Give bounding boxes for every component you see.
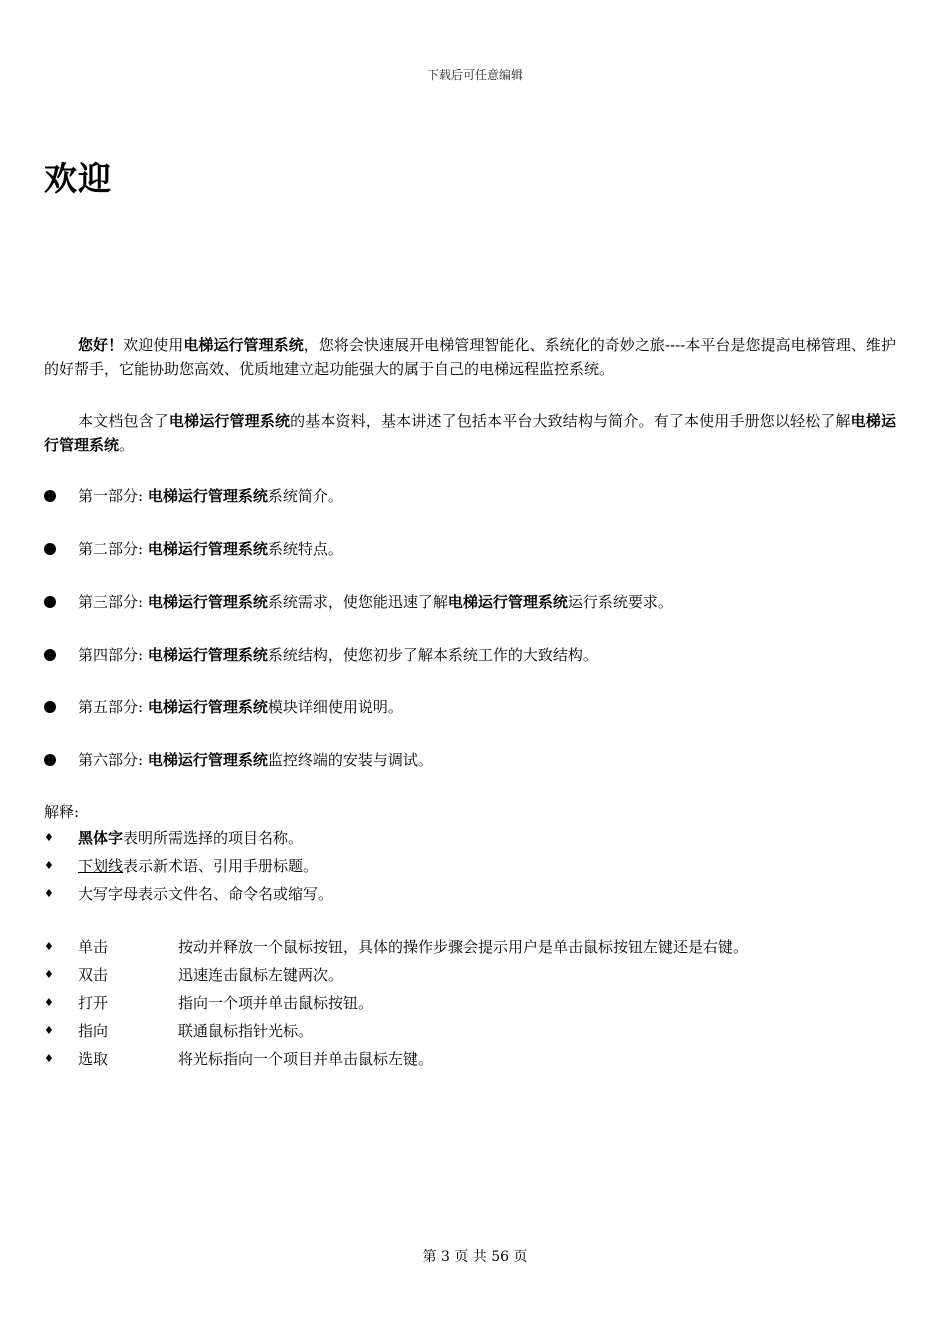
page-footer: 第 3 页 共 56 页 [422, 1249, 528, 1265]
section-label: 第三部分: [78, 593, 144, 611]
term-name: 指向 [78, 1022, 109, 1040]
term-name: 双击 [78, 966, 109, 984]
term-name: 选取 [78, 1050, 109, 1068]
term-name: 单击 [78, 938, 109, 956]
diamond-bullet-icon: ♦ [44, 1052, 54, 1065]
intro-text-1: 欢迎使用 [123, 336, 184, 354]
overview-text-3: 。 [119, 436, 135, 454]
overview-text-1: 本文档包含了 [78, 412, 169, 430]
system-name: 电梯运行管理系统 [168, 412, 291, 430]
intro-paragraph [44, 333, 896, 381]
section-desc: 系统结构，使您初步了解本系统工作的大致结构。 [267, 646, 598, 664]
system-name: 电梯运行管理系统 [147, 593, 268, 611]
bullet-dot-icon [44, 596, 56, 608]
term-desc: 按动并释放一个鼠标按钮，具体的操作步骤会提示用户是单击鼠标按钮左键还是右键。 [178, 938, 749, 956]
bullet-dot-icon [44, 754, 56, 766]
diamond-bullet-icon: ♦ [44, 996, 54, 1009]
intro-text-2: ，您将会快速展开电梯管理智能化、系统化的奇妙之旅----本平台是您提高电梯管理、维护的好帮手，它能协助您高效、优质地建立起功能强大的属于自己的电梯远程监控系统。 [44, 336, 896, 378]
bullet-dot-icon [44, 543, 56, 555]
diamond-bullet-icon: ♦ [44, 831, 54, 844]
diamond-bullet-icon: ♦ [44, 968, 54, 981]
note-term: 下划线 [78, 857, 124, 875]
diamond-bullet-icon: ♦ [44, 859, 54, 872]
section-label: 第五部分: [78, 698, 144, 716]
section-desc: 系统特点。 [267, 540, 343, 558]
system-name: 电梯运行管理系统 [447, 593, 568, 611]
page-header: 下载后可任意编辑 [426, 68, 523, 82]
term-desc: 将光标指向一个项目并单击鼠标左键。 [178, 1050, 434, 1068]
system-name: 电梯运行管理系统 [147, 646, 268, 664]
bullet-dot-icon [44, 701, 56, 713]
system-name: 电梯运行管理系统 [147, 698, 268, 716]
section-label: 第四部分: [78, 646, 144, 664]
term-name: 打开 [78, 994, 109, 1012]
diamond-bullet-icon: ♦ [44, 1024, 54, 1037]
diamond-bullet-icon: ♦ [44, 940, 54, 953]
section-label: 第一部分: [78, 487, 144, 505]
overview-paragraph [44, 409, 896, 457]
page-title: 欢迎 [44, 159, 112, 198]
section-desc-2: 运行系统要求。 [567, 593, 673, 611]
system-name: 电梯运行管理系统 [147, 487, 268, 505]
note-desc: 大写字母表示文件名、命令名或缩写。 [78, 885, 334, 903]
section-desc: 系统需求，使您能迅速了解 [267, 593, 448, 611]
overview-text-2: 的基本资料，基本讲述了包括本平台大致结构与简介。有了本使用手册您以轻松了解 [290, 412, 851, 430]
term-desc: 指向一个项并单击鼠标按钮。 [178, 994, 374, 1012]
system-name: 电梯运行管理系统 [147, 540, 268, 558]
section-label: 第二部分: [78, 540, 144, 558]
diamond-bullet-icon: ♦ [44, 887, 54, 900]
notes-label: 解释: [44, 803, 80, 821]
note-term: 黑体字 [78, 829, 124, 847]
section-desc: 监控终端的安装与调试。 [267, 751, 433, 769]
system-name: 电梯运行管理系统 [44, 412, 896, 454]
term-desc: 迅速连击鼠标左键两次。 [178, 966, 344, 984]
note-desc: 表示新术语、引用手册标题。 [123, 857, 319, 875]
system-name: 电梯运行管理系统 [147, 751, 268, 769]
note-desc: 表明所需选择的项目名称。 [123, 829, 304, 847]
section-desc: 系统简介。 [267, 487, 343, 505]
bullet-dot-icon [44, 649, 56, 661]
system-name: 电梯运行管理系统 [183, 336, 304, 354]
section-label: 第六部分: [78, 751, 144, 769]
greeting: 您好！ [78, 336, 124, 354]
bullet-dot-icon [44, 490, 56, 502]
section-desc: 模块详细使用说明。 [267, 698, 403, 716]
term-desc: 联通鼠标指针光标。 [178, 1022, 314, 1040]
